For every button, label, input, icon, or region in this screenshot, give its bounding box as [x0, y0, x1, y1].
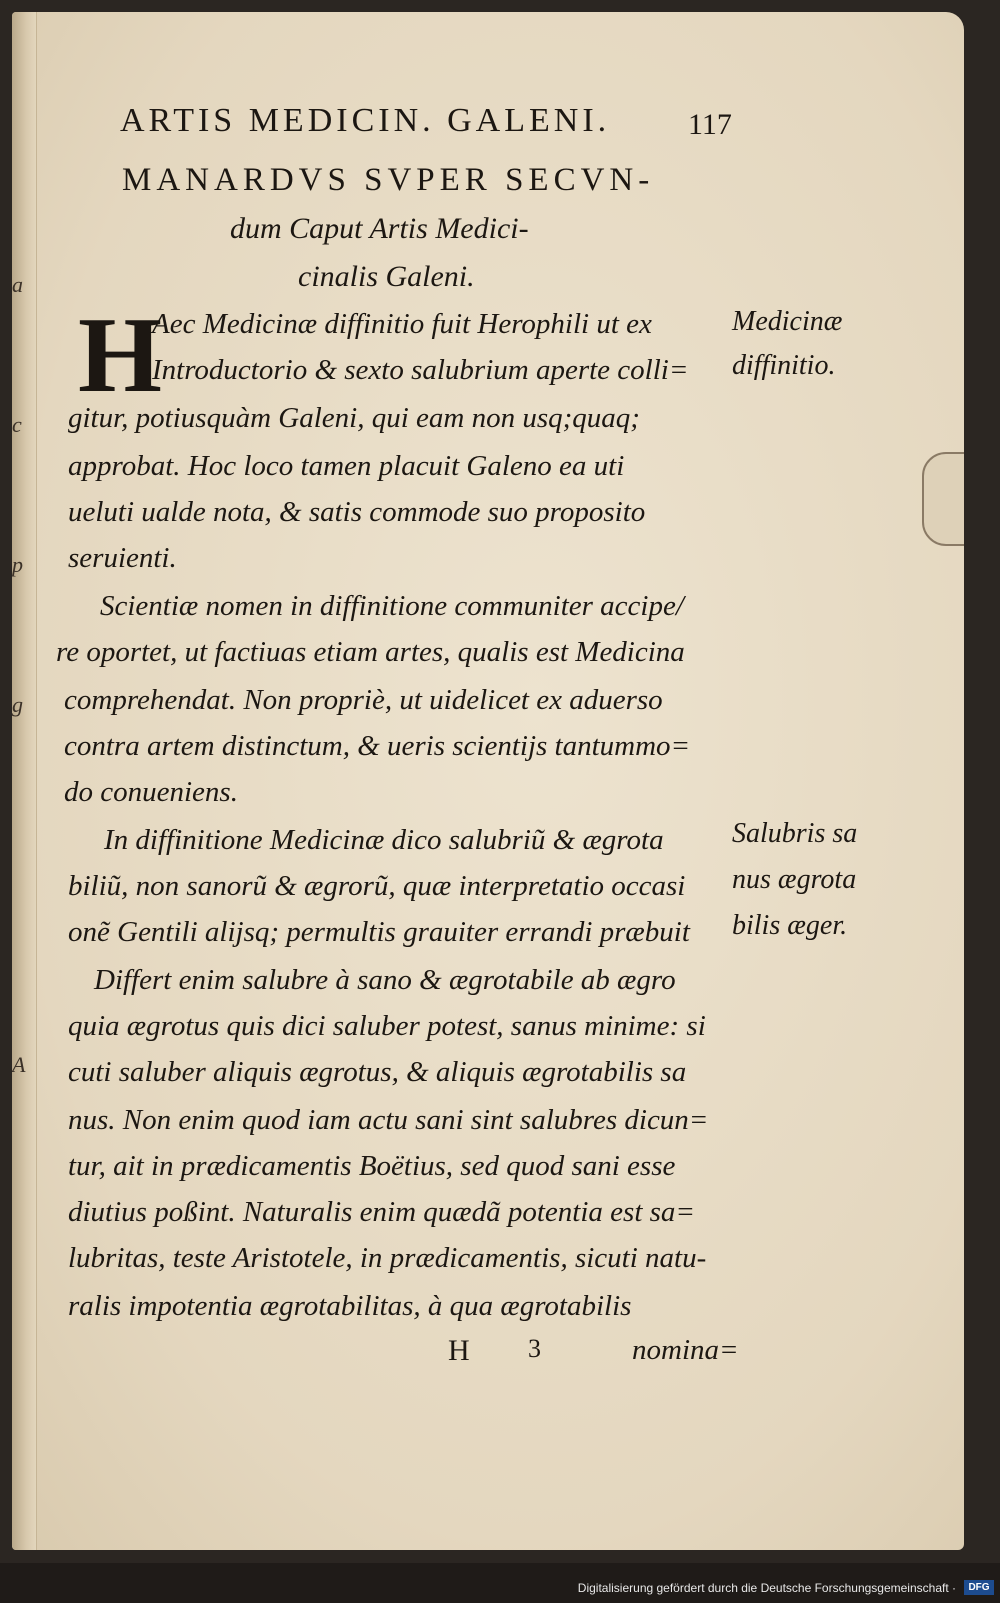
- page-tab-marker: [922, 452, 964, 546]
- text-line: quia ægrotus quis dici saluber potest, sanus minime: si: [68, 1010, 706, 1042]
- text-line: ueluti ualde nota, & satis commode suo proposito: [68, 496, 646, 528]
- running-head: ARTIS MEDICIN. GALENI.: [120, 102, 611, 139]
- page-number: 117: [688, 108, 732, 141]
- chapter-title-line-3: cinalis Galeni.: [298, 260, 475, 293]
- facing-page-fragment: g: [12, 692, 23, 717]
- margin-note: bilis æger.: [732, 910, 848, 941]
- text-line: Differt enim salubre à sano & ægrotabile ab ægro: [94, 964, 676, 996]
- facing-page-edge: [12, 12, 37, 1550]
- digitization-footer: [0, 1563, 1000, 1603]
- margin-note: Salubris sa: [732, 818, 858, 849]
- facing-page-fragment: A: [12, 1052, 26, 1077]
- facing-page-fragment: p: [12, 552, 23, 577]
- margin-note: nus ægrota: [732, 864, 857, 895]
- text-line: ralis impotentia ægrotabilitas, à qua ægrotabilis: [68, 1290, 632, 1322]
- facing-page-fragment: a: [12, 272, 23, 297]
- text-line: Scientiæ nomen in diffinitione communiter accipe/: [100, 590, 684, 622]
- text-line: seruienti.: [68, 542, 177, 574]
- catchword: nomina=: [632, 1334, 739, 1366]
- chapter-title-line-1: MANARDVS SVPER SECVN-: [122, 162, 655, 198]
- digitization-credit: Digitalisierung gefördert durch die Deutsche Forschungsgemeinschaft ·: [577, 1581, 956, 1595]
- signature-mark: H: [448, 1334, 470, 1367]
- text-line: Aec Medicinæ diffinitio fuit Herophili ut ex: [152, 308, 652, 340]
- text-line: comprehendat. Non propriè, ut uidelicet ex aduerso: [64, 684, 663, 716]
- text-line: cuti saluber aliquis ægrotus, & aliquis ægrotabilis sa: [68, 1056, 687, 1088]
- signature-number: 3: [528, 1334, 541, 1363]
- text-line: do conueniens.: [64, 776, 238, 808]
- text-line: In diffinitione Medicinæ dico salubriũ & ægrota: [104, 824, 664, 856]
- text-line: Introductorio & sexto salubrium aperte colli=: [152, 354, 689, 386]
- text-line: biliũ, non sanorũ & ægrorũ, quæ interpretatio occasi: [68, 870, 686, 902]
- text-line: approbat. Hoc loco tamen placuit Galeno ea uti: [68, 450, 625, 482]
- margin-note: diffinitio.: [732, 350, 836, 381]
- chapter-title-line-2: dum Caput Artis Medici-: [230, 212, 529, 245]
- text-line: diutius poßint. Naturalis enim quædã potentia est sa=: [68, 1196, 695, 1228]
- dfg-logo-icon: DFG: [964, 1580, 994, 1595]
- text-line: contra artem distinctum, & ueris scientijs tantummo=: [64, 730, 691, 762]
- text-line: nus. Non enim quod iam actu sani sint salubres dicun=: [68, 1104, 709, 1136]
- margin-note: Medicinæ: [732, 306, 843, 337]
- text-line: onẽ Gentili alijsq; permultis grauiter errandi præbuit: [68, 916, 690, 948]
- text-line: re oportet, ut factiuas etiam artes, qualis est Medicina: [56, 636, 685, 668]
- drop-cap-initial: H: [78, 296, 163, 415]
- text-line: gitur, potiusquàm Galeni, qui eam non usq;quaq;: [68, 402, 640, 434]
- facing-page-fragment: c: [12, 412, 22, 437]
- text-line: lubritas, teste Aristotele, in prædicamentis, sicuti natu-: [68, 1242, 707, 1274]
- book-page: [12, 12, 964, 1550]
- text-line: tur, ait in prædicamentis Boëtius, sed quod sani esse: [68, 1150, 676, 1182]
